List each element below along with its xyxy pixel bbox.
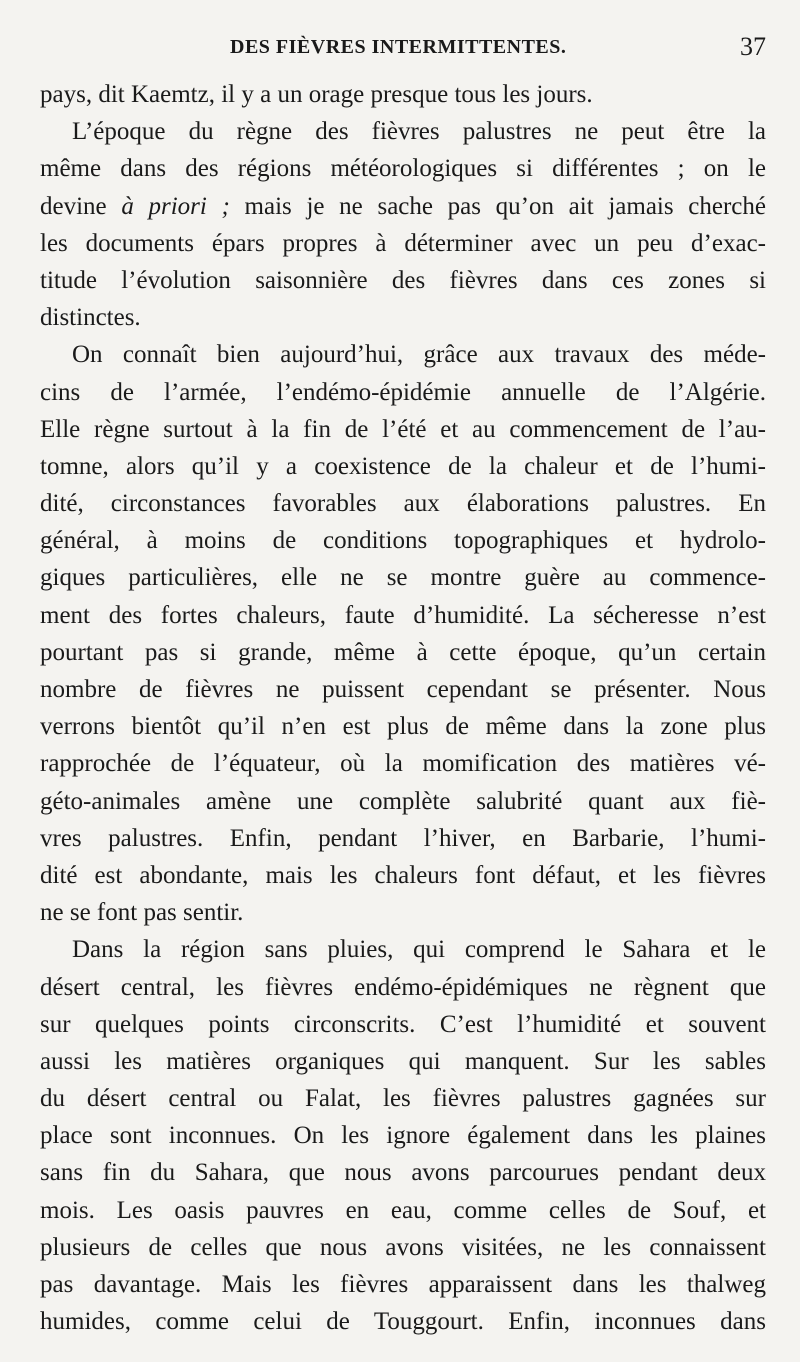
text-run: mais je ne sache pas qu’on ait jamais cherché: [229, 192, 766, 220]
text-line: ment des fortes chaleurs, faute d’humidité. La sécheresse n’est: [40, 601, 766, 629]
text-line: giques particulières, elle ne se montre guère au commence-: [40, 564, 766, 592]
text-line: même dans des régions météorologiques si différentes ; on le: [40, 155, 766, 183]
text-line: dité, circonstances favorables aux élaborations palustres. En: [40, 490, 766, 518]
text-line: verrons bientôt qu’il n’en est plus de même dans la zone plus: [40, 713, 766, 741]
text-line: pays, dit Kaemtz, il y a un orage presque tous les jours.: [40, 81, 593, 108]
text-line: rapprochée de l’équateur, où la momification des matières vé-: [40, 750, 766, 778]
text-line: sur quelques points circonscrits. C’est l’humidité et souvent: [40, 1010, 766, 1038]
text-line: cins de l’armée, l’endémo-épidémie annuelle de l’Algérie.: [40, 378, 766, 406]
text-line: sans fin du Sahara, que nous avons parcourues pendant deux: [40, 1159, 766, 1187]
text-line: distinctes.: [40, 304, 141, 332]
page-header: [40, 34, 766, 64]
text-line: du désert central ou Falat, les fièvres palustres gagnées sur: [40, 1085, 766, 1113]
text-line: humides, comme celui de Touggourt. Enfin, inconnues dans: [40, 1308, 766, 1336]
italic-text-run: à priori ;: [121, 192, 230, 220]
running-head: DES FIÈVRES INTERMITTENTES.: [230, 36, 567, 58]
text-line: L’époque du règne des fièvres palustres ne peut être la: [72, 118, 766, 146]
text-line: vres palustres. Enfin, pendant l’hiver, en Barbarie, l’humi-: [40, 824, 766, 852]
text-line: géto-animales amène une complète salubrité quant aux fiè-: [40, 787, 766, 815]
text-line: dité est abondante, mais les chaleurs font défaut, et les fièvres: [40, 861, 766, 889]
text-line: les documents épars propres à déterminer avec un peu d’exac-: [40, 229, 766, 257]
body-text: [40, 76, 766, 1340]
text-line: Dans la région sans pluies, qui comprend le Sahara et le: [72, 936, 766, 964]
text-run: devine: [40, 192, 122, 220]
text-line: pourtant pas si grande, même à cette époque, qu’un certain: [40, 638, 766, 666]
text-line: nombre de fièvres ne puissent cependant se présenter. Nous: [40, 676, 766, 703]
text-line: Elle règne surtout à la fin de l’été et au commencement de l’au-: [40, 415, 766, 443]
text-line: ne se font pas sentir.: [40, 899, 244, 927]
text-line: [40, 188, 766, 225]
text-line: pas davantage. Mais les fièvres apparaissent dans les thalweg: [40, 1271, 766, 1298]
text-line: On connaît bien aujourd’hui, grâce aux travaux des méde-: [72, 341, 766, 369]
text-line: désert central, les fièvres endémo-épidémiques ne règnent que: [40, 973, 766, 1001]
text-line: plusieurs de celles que nous avons visitées, ne les connaissent: [40, 1233, 766, 1261]
text-line: général, à moins de conditions topographiques et hydrolo-: [40, 527, 766, 555]
page-number: 37: [740, 32, 766, 61]
text-line: mois. Les oasis pauvres en eau, comme celles de Souf, et: [40, 1196, 766, 1224]
text-line: place sont inconnues. On les ignore également dans les plaines: [40, 1122, 766, 1150]
text-line: aussi les matières organiques qui manquent. Sur les sables: [40, 1047, 766, 1075]
text-line: tomne, alors qu’il y a coexistence de la chaleur et de l’humi-: [40, 452, 766, 480]
text-line: titude l’évolution saisonnière des fièvres dans ces zones si: [40, 266, 766, 294]
